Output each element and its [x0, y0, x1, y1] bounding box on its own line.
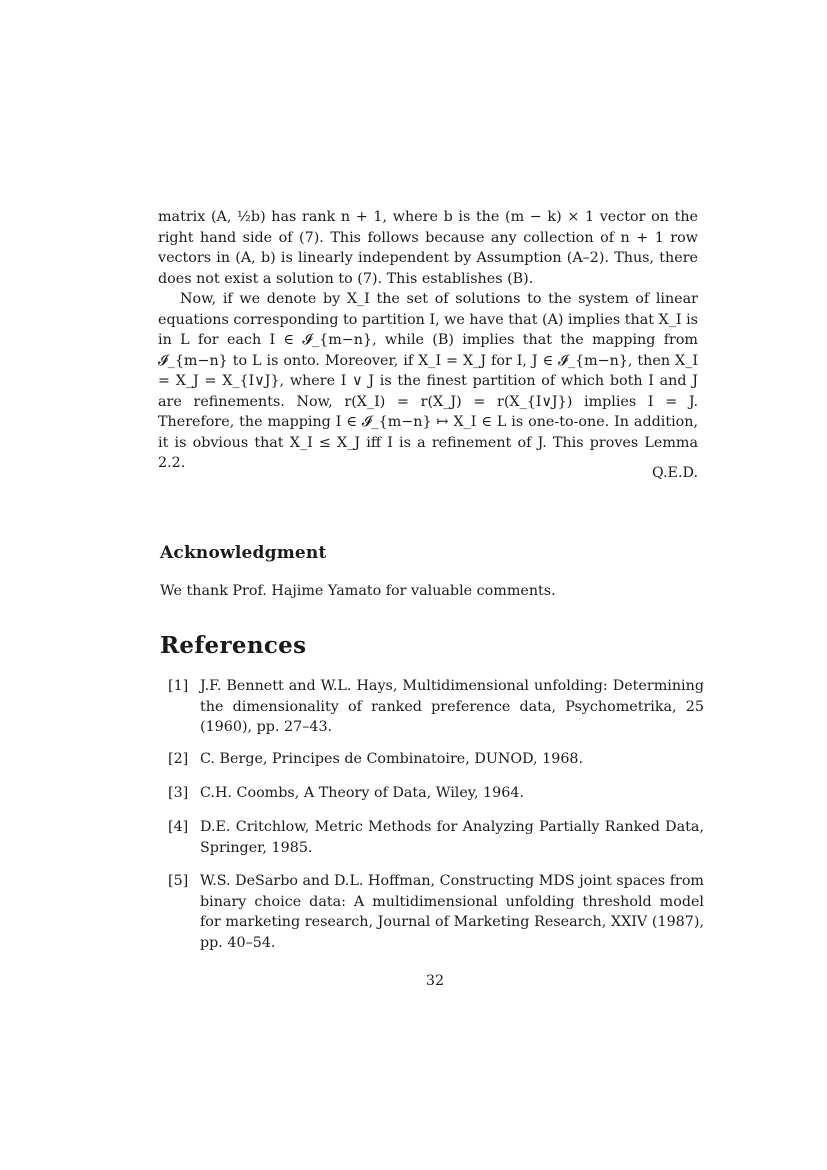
reference-item	[168, 871, 704, 953]
reference-text: C.H. Coombs, A Theory of Data, Wiley, 1964.	[200, 785, 524, 801]
reference-item	[168, 817, 704, 858]
reference-number: [2]	[168, 751, 189, 767]
reference-number: [4]	[168, 819, 189, 835]
reference-item	[168, 676, 704, 738]
reference-number: [5]	[168, 873, 189, 889]
reference-number: [3]	[168, 785, 189, 801]
reference-number: [1]	[168, 678, 189, 694]
reference-item	[168, 783, 704, 804]
acknowledgment-heading: Acknowledgment	[160, 543, 327, 563]
reference-text: J.F. Bennett and W.L. Hays, Multidimensional unfolding: Determining the dimensionality of ranked preference data, Psychometrika, 25 (1960), pp. 27–43.	[200, 678, 704, 735]
reference-text: C. Berge, Principes de Combinatoire, DUNOD, 1968.	[200, 751, 584, 767]
page-number: 32	[425, 973, 445, 989]
reference-text: D.E. Critchlow, Metric Methods for Analyzing Partially Ranked Data, Springer, 1985.	[200, 819, 704, 856]
reference-item	[168, 749, 704, 770]
reference-text: W.S. DeSarbo and D.L. Hoffman, Constructing MDS joint spaces from binary choice data: A multidimensional unfolding threshold model for marketing research, Journal of Marketing Research, XXIV (1987), pp. 40–54.	[200, 873, 704, 951]
qed-mark: Q.E.D.	[651, 465, 698, 481]
proof-paragraph-2: Now, if we denote by X_I the set of solutions to the system of linear equations corresponding to partition I, we have that (A) implies that X_I is in L for each I ∈ 𝓘_{m−n}, while (B) implies that the mapping from 𝓘_{m−n} to L is onto. Moreover, if X_I = X_J for I, J ∈ 𝓘_{m−n}, then X_I = X_J = X_{I∨J}, where I ∨ J is the finest partition of which both I and J are refinements. Now, r(X_I) = r(X_J) = r(X_{I∨J}) implies I = J. Therefore, the mapping I ∈ 𝓘_{m−n} ↦ X_I ∈ L is one-to-one. In addition, it is obvious that X_I ≤ X_J iff I is a refinement of J. This proves Lemma 2.2.	[158, 291, 698, 471]
proof-paragraph-1: matrix (A, ½b) has rank n + 1, where b is the (m − k) × 1 vector on the right hand side of (7). This follows because any collection of n + 1 row vectors in (A, b) is linearly independent by Assumption (A–2). Thus, there does not exist a solution to (7). This establishes (B).	[158, 209, 698, 287]
acknowledgment-text: We thank Prof. Hajime Yamato for valuable comments.	[160, 583, 556, 599]
references-heading: References	[160, 632, 307, 659]
